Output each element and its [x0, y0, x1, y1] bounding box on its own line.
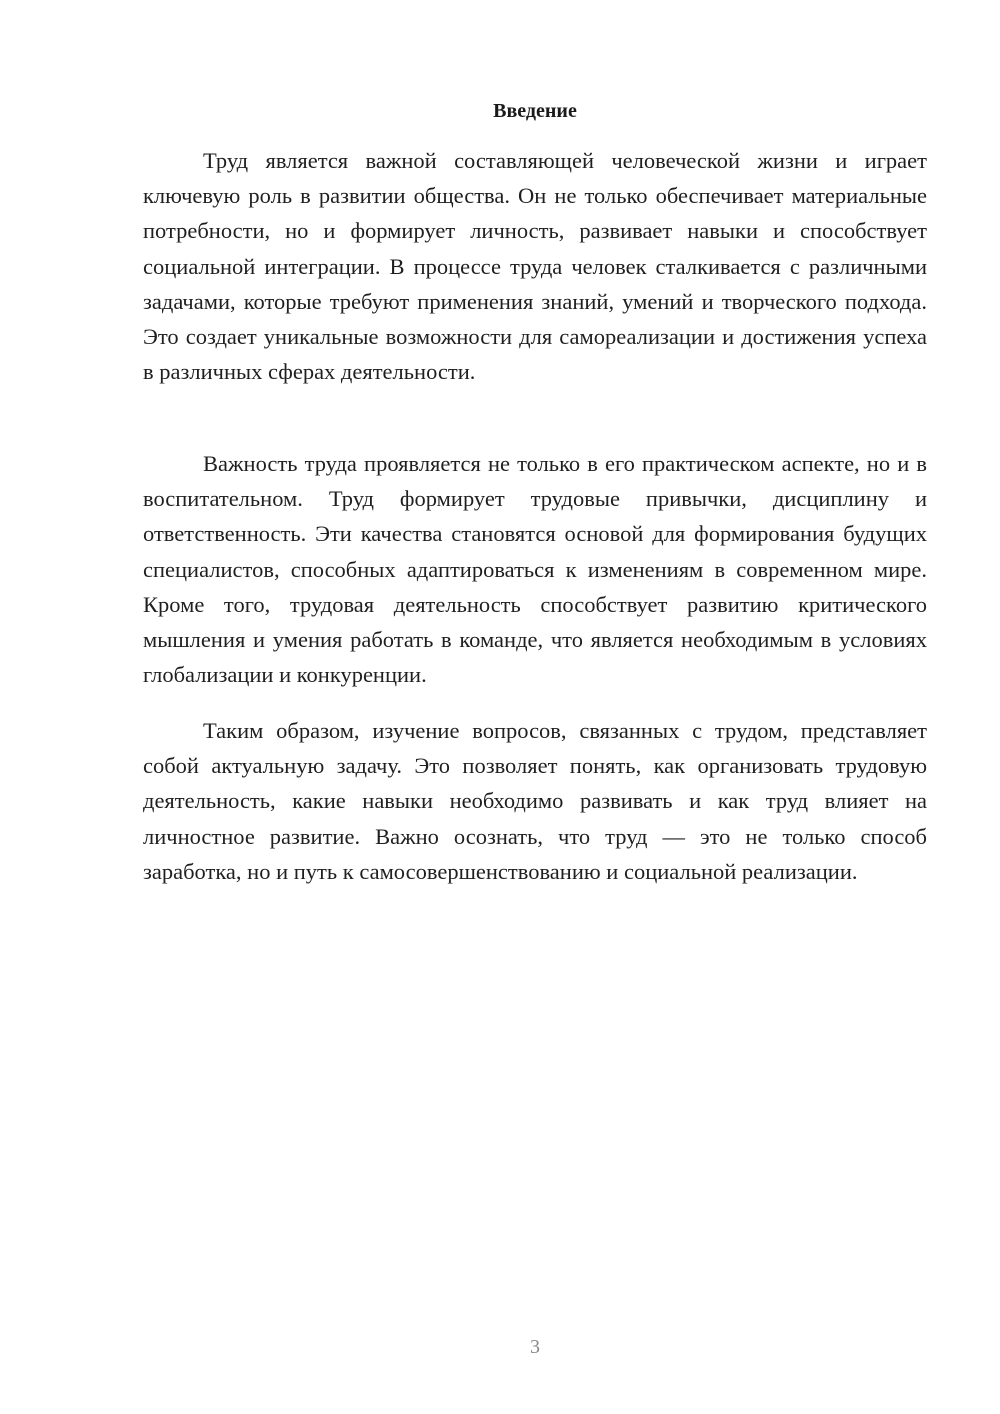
paragraph-2: Важность труда проявляется не только в его практическом аспекте, но и в воспитательном. Труд формирует трудовые привычки, дисциплину и ответственность. Эти качества становятся основой для формирования будущих специалистов, способных адаптироваться к изменениям в современном мире. Кроме того, трудовая деятельность способствует развитию критического мышления и умения работать в команде, что является необходимым в условиях глобализации и конкуренции.	[143, 451, 927, 688]
paragraph-3: Таким образом, изучение вопросов, связанных с трудом, представляет собой актуальную задачу. Это позволяет понять, как организовать трудовую деятельность, какие навыки необходимо развивать и как труд влияет на личностное развитие. Важно осознать, что труд — это не только способ заработка, но и путь к самосовершенствованию и социальной реализации.	[143, 718, 927, 884]
page-number: 3	[530, 1336, 540, 1358]
section-title: Введение	[493, 100, 577, 122]
paragraph-1: Труд является важной составляющей человеческой жизни и играет ключевую роль в развитии общества. Он не только обеспечивает материальные потребности, но и формирует личность, развивает навыки и способствует социальной интеграции. В процессе труда человек сталкивается с различными задачами, которые требуют применения знаний, умений и творческого подхода. Это создает уникальные возможности для самореализации и достижения успеха в различных сферах деятельности.	[143, 148, 927, 385]
